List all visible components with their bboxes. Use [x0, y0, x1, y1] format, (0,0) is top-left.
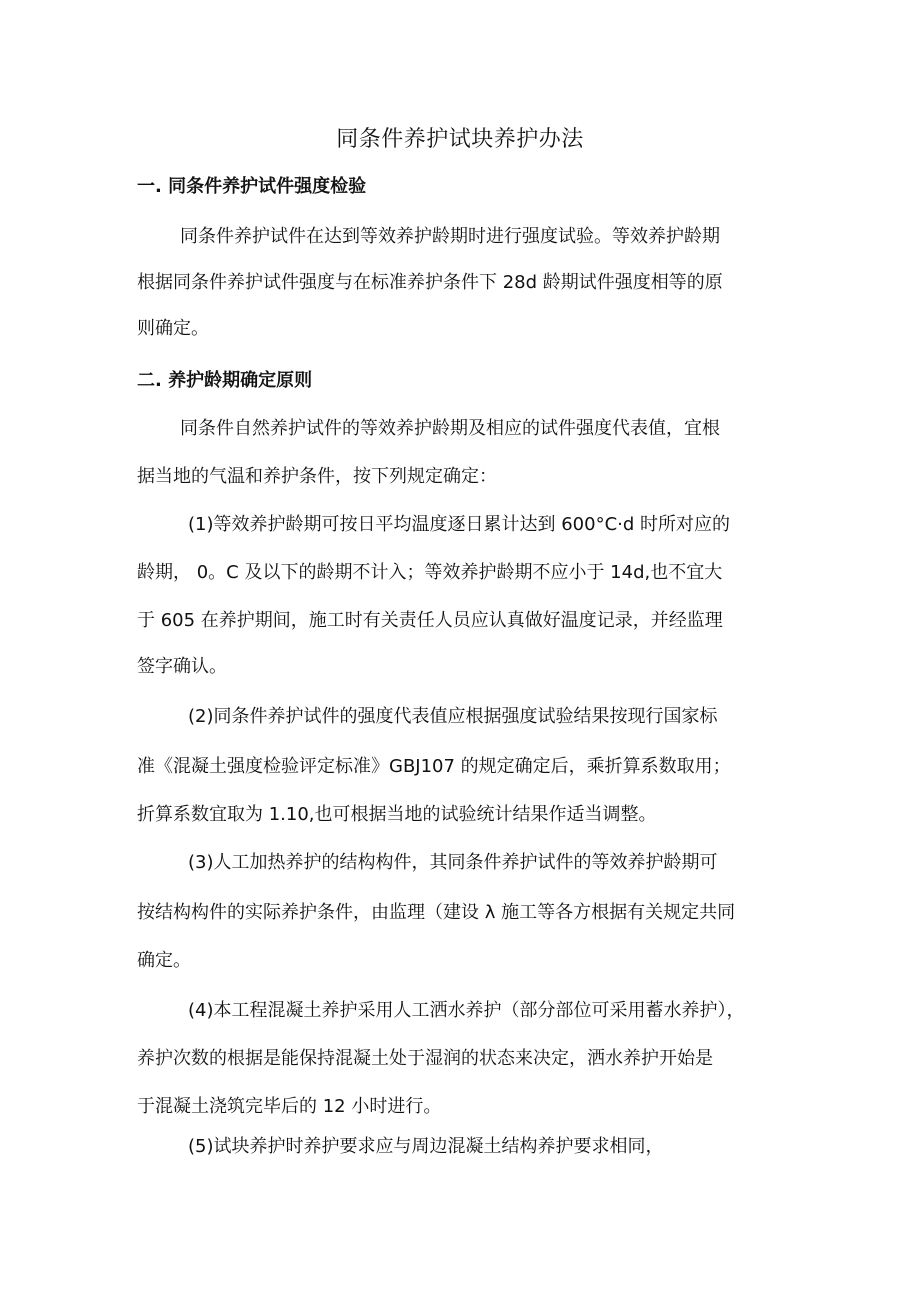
item-3-line-2: 按结构构件的实际养护条件，由监理（建设 λ 施工等各方根据有关规定共同 — [137, 902, 736, 923]
item-4-line-1: (4)本工程混凝土养护采用人工洒水养护（部分部位可采用蓄水养护）， — [188, 1000, 745, 1021]
item-5-line-1: (5)试块养护时养护要求应与周边混凝土结构养护要求相同， — [188, 1136, 664, 1157]
section-1-line-1: 同条件养护试件在达到等效养护龄期时进行强度试验。等效养护龄期 — [180, 226, 720, 247]
section-1-line-2: 根据同条件养护试件强度与在标准养护条件下 28d 龄期试件强度相等的原 — [137, 272, 723, 293]
section-2-intro-line-2: 据当地的气温和养护条件，按下列规定确定： — [137, 466, 497, 487]
item-1-line-2: 龄期， 0。C 及以下的龄期不计入；等效养护龄期不应小于 14d,也不宜大 — [137, 562, 723, 583]
item-3-line-3: 确定。 — [137, 950, 191, 971]
item-1-line-3: 于 605 在养护期间，施工时有关责任人员应认真做好温度记录，并经监理 — [137, 610, 723, 631]
item-4-line-2: 养护次数的根据是能保持混凝土处于湿润的状态来决定，洒水养护开始是 — [137, 1048, 713, 1069]
item-1-line-4: 签字确认。 — [137, 656, 227, 677]
item-4-line-3: 于混凝土浇筑完毕后的 12 小时进行。 — [137, 1096, 442, 1117]
item-3-line-1: (3)人工加热养护的结构构件，其同条件养护试件的等效养护龄期可 — [188, 852, 718, 873]
document-title: 同条件养护试块养护办法 — [336, 127, 584, 152]
item-2-line-1: (2)同条件养护试件的强度代表值应根据强度试验结果按现行国家标 — [188, 706, 718, 727]
section-1-heading: 一. 同条件养护试件强度检验 — [137, 176, 367, 197]
item-2-line-3: 折算系数宜取为 1.10,也可根据当地的试验统计结果作适当调整。 — [137, 804, 657, 825]
item-1-line-1: (1)等效养护龄期可按日平均温度逐日累计达到 600°C·d 时所对应的 — [188, 514, 731, 535]
section-1-line-3: 则确定。 — [137, 318, 209, 339]
section-2-heading: 二. 养护龄期确定原则 — [137, 370, 313, 391]
section-2-intro-line-1: 同条件自然养护试件的等效养护龄期及相应的试件强度代表值，宜根 — [180, 418, 720, 439]
item-2-line-2: 准《混凝土强度检验评定标准》GBJ107 的规定确定后，乘折算系数取用； — [137, 756, 731, 777]
